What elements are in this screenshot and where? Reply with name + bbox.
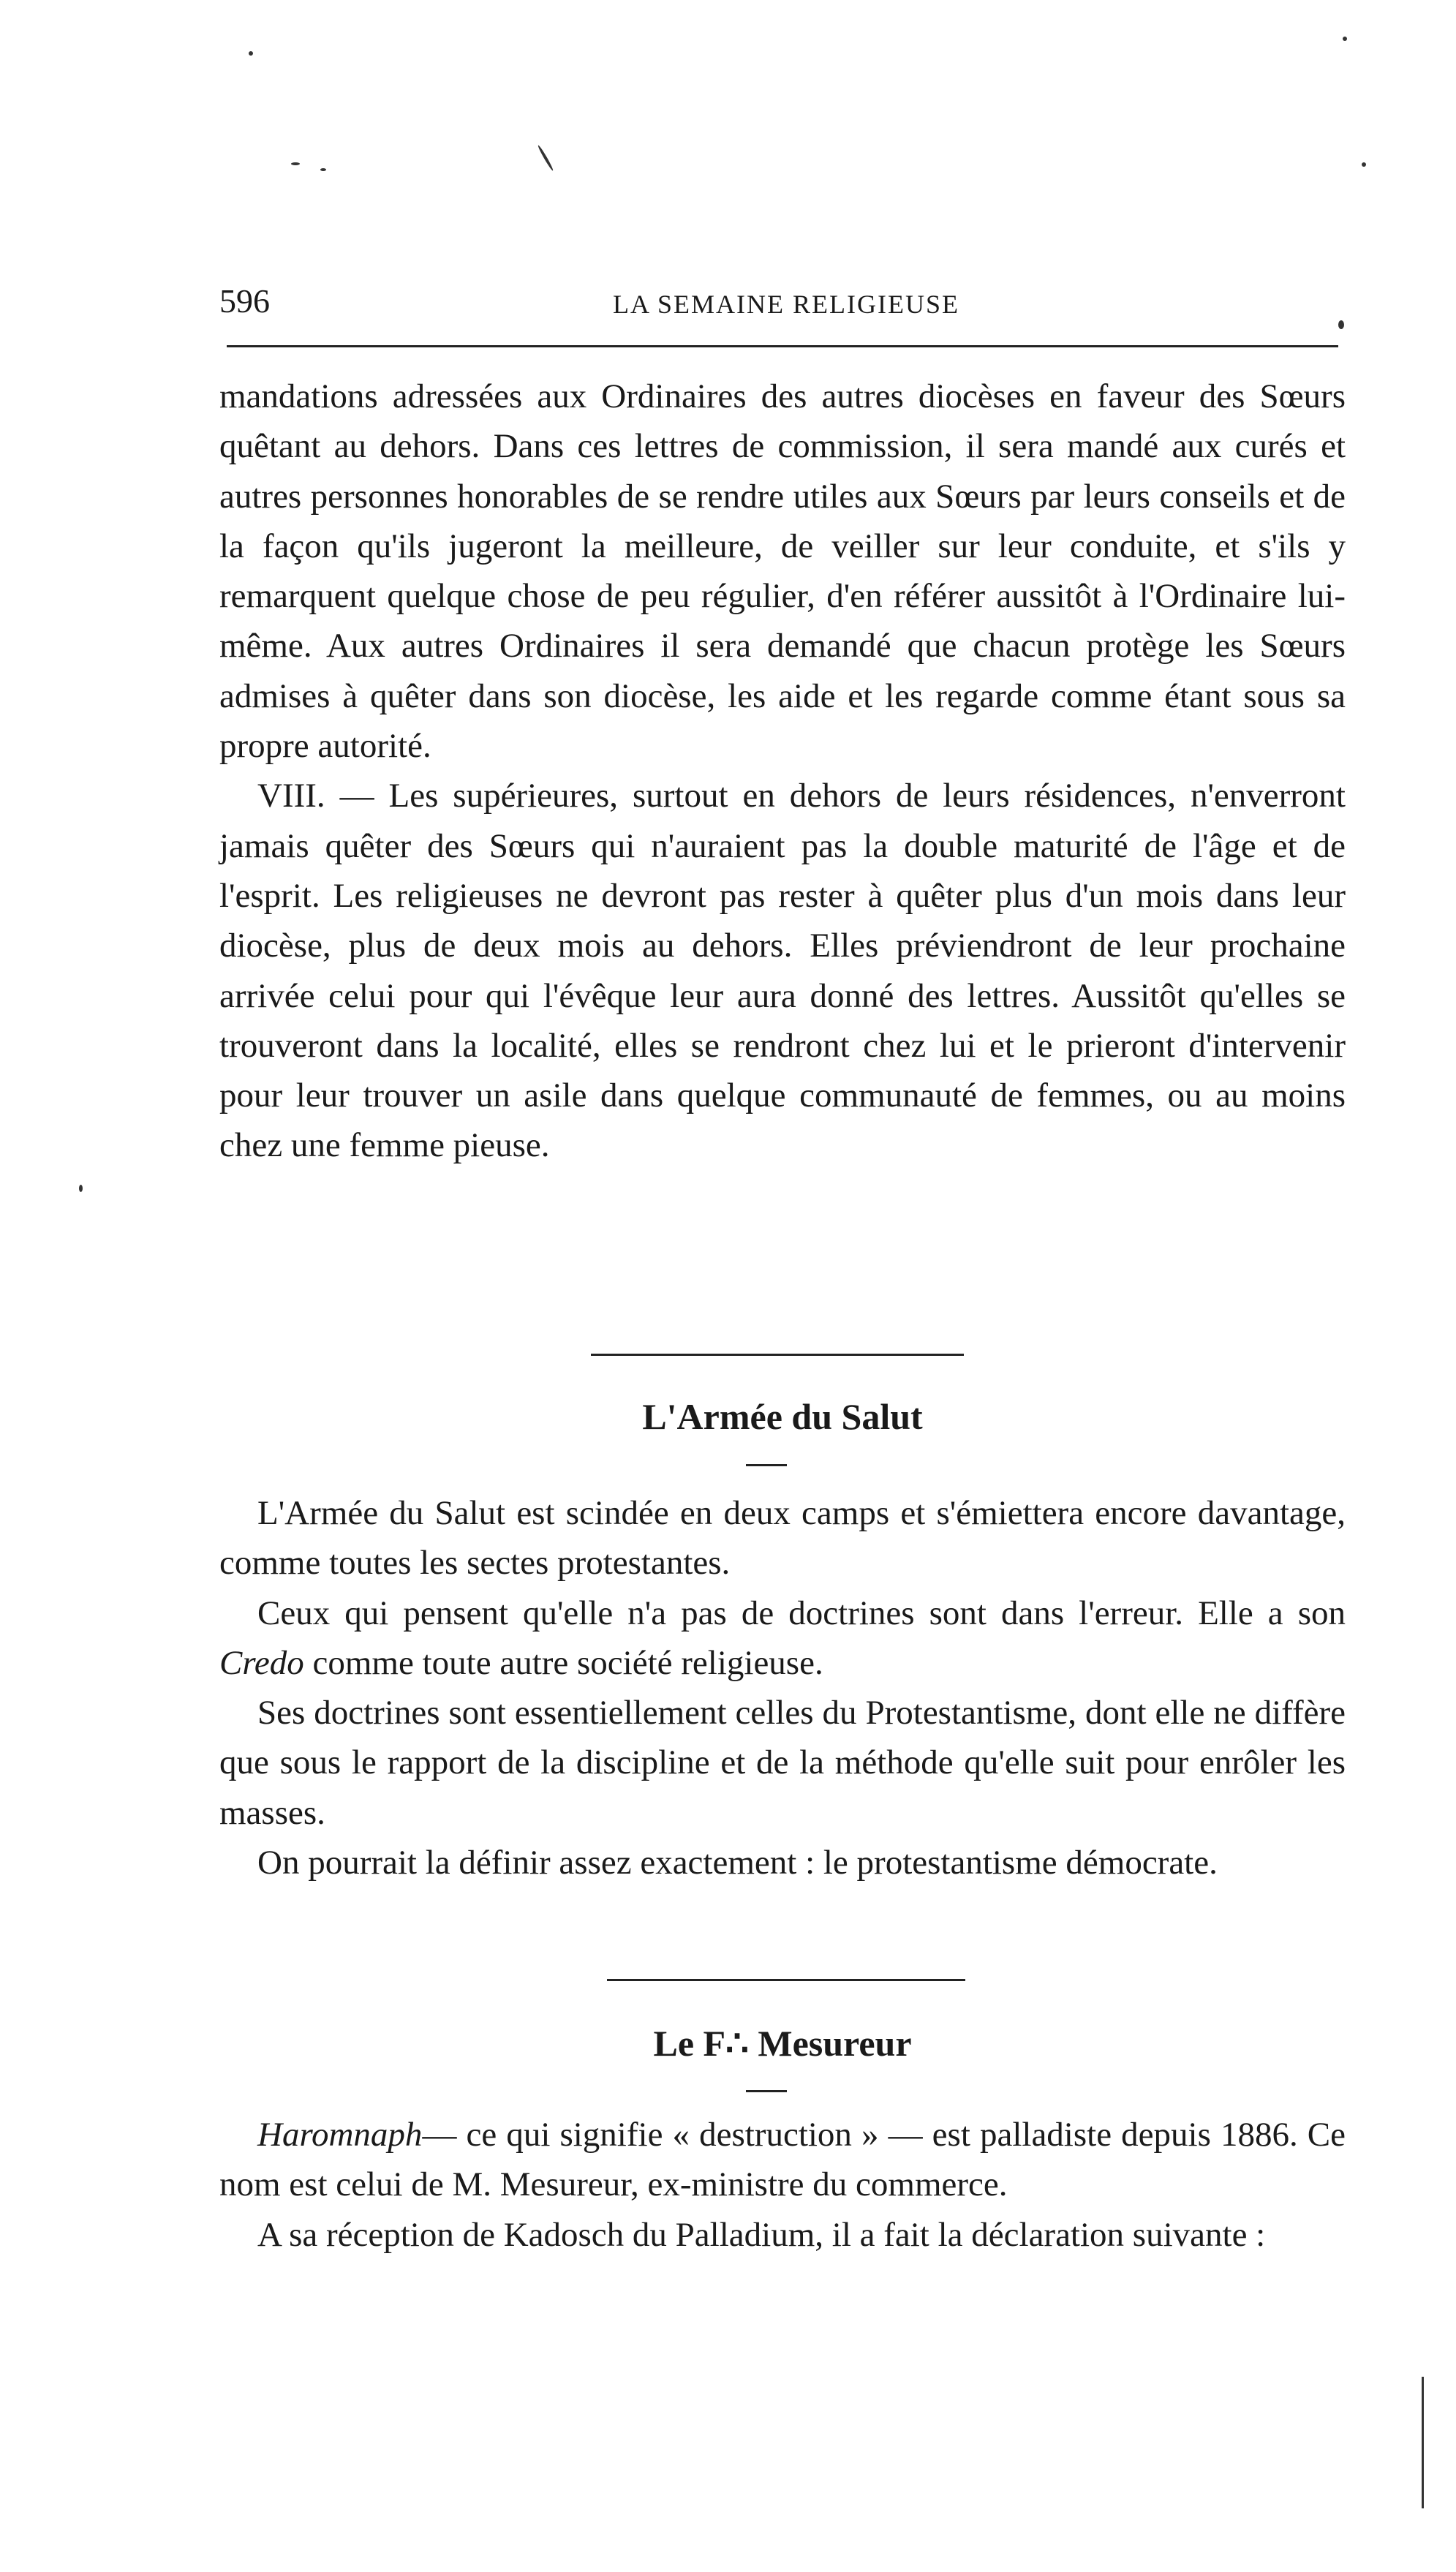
paragraph [219, 1588, 1346, 1689]
emphasis: Haromnaph [257, 2116, 423, 2154]
section-2-body [219, 1488, 1346, 1887]
page-number: 596 [219, 282, 270, 320]
scan-speck [537, 145, 554, 172]
title-dash [746, 2090, 787, 2092]
scan-speck [1343, 37, 1347, 41]
section-separator [591, 1354, 964, 1356]
paragraph: On pourrait la définir assez exactement : le protestantisme démocrate. [257, 1844, 1218, 1882]
section-title: Le F∴ Mesureur [653, 2023, 912, 2064]
scan-speck [1422, 2377, 1424, 2508]
paragraph: Ses doctrines sont essentiellement celles du Protestantisme, dont elle ne diffère que sous le rapport de la discipline et de la méthode qu'elle suit pour enrôler les masses. [219, 1694, 1346, 1832]
scan-speck [320, 168, 326, 171]
title-dash [746, 1464, 787, 1466]
scan-speck [249, 51, 253, 56]
paragraph: VIII. — Les supérieures, surtout en dehors de leurs résidences, n'enverront jamais quêter des Sœurs qui n'auraient pas la double maturité de l'âge et de l'esprit. Les religieuses ne devront pas rester à quêter plus d'un mois dans leur diocèse, plus de deux mois au dehors. Elles préviendront de leur prochaine arrivée celui pour qui l'évêque leur aura donné des lettres. Aussitôt qu'elles se trouveront dans la localité, elles se rendront chez lui et le prieront d'intervenir pour leur trouver un asile dans quelque communauté de femmes, ou au moins chez une femme pieuse. [219, 777, 1346, 1165]
paragraph-text: Ceux qui pensent qu'elle n'a pas de doctrines sont dans l'erreur. Elle a son [257, 1594, 1346, 1632]
running-title: LA SEMAINE RELIGIEUSE [613, 290, 959, 319]
paragraph: A sa réception de Kadosch du Palladium, il a fait la déclaration suivante : [257, 2215, 1266, 2254]
paragraph-text: comme toute autre société religieuse. [312, 1643, 823, 1682]
header-rule [227, 345, 1338, 347]
section-1-body [219, 372, 1346, 1171]
paragraph [219, 2110, 1346, 2210]
emphasis: Credo [219, 1643, 304, 1682]
section-title: L'Armée du Salut [642, 1396, 923, 1437]
page-header [219, 282, 1353, 325]
paragraph: L'Armée du Salut est scindée en deux camps et s'émiettera encore davantage, comme toutes les sectes protestantes. [219, 1494, 1346, 1583]
section-separator [607, 1979, 965, 1981]
paragraph: mandations adressées aux Ordinaires des autres diocèses en faveur des Sœurs quêtant au dehors. Dans ces lettres de commission, il sera mandé aux curés et autres personnes honorables de se rendre utiles aux Sœurs par leurs conseils et de la façon qu'ils jugeront la meilleure, de veiller sur leur conduite, et s'ils y remarquent quelque chose de peu régulier, d'en référer aussitôt à l'Ordinaire lui-même. Aux autres Ordinaires il sera demandé que chacun protège les Sœurs admises à quêter dans son diocèse, les aide et les regarde comme étant sous sa propre autorité. [219, 377, 1346, 766]
scan-speck [291, 162, 300, 165]
scan-speck [79, 1185, 83, 1192]
scan-speck [1362, 162, 1366, 167]
section-3-body [219, 2110, 1346, 2260]
paragraph-text: — ce qui signifie « destruction » — est palladiste depuis 1886. Ce nom est celui de M. Mesureur, ex-ministre du commerce. [219, 2116, 1346, 2204]
